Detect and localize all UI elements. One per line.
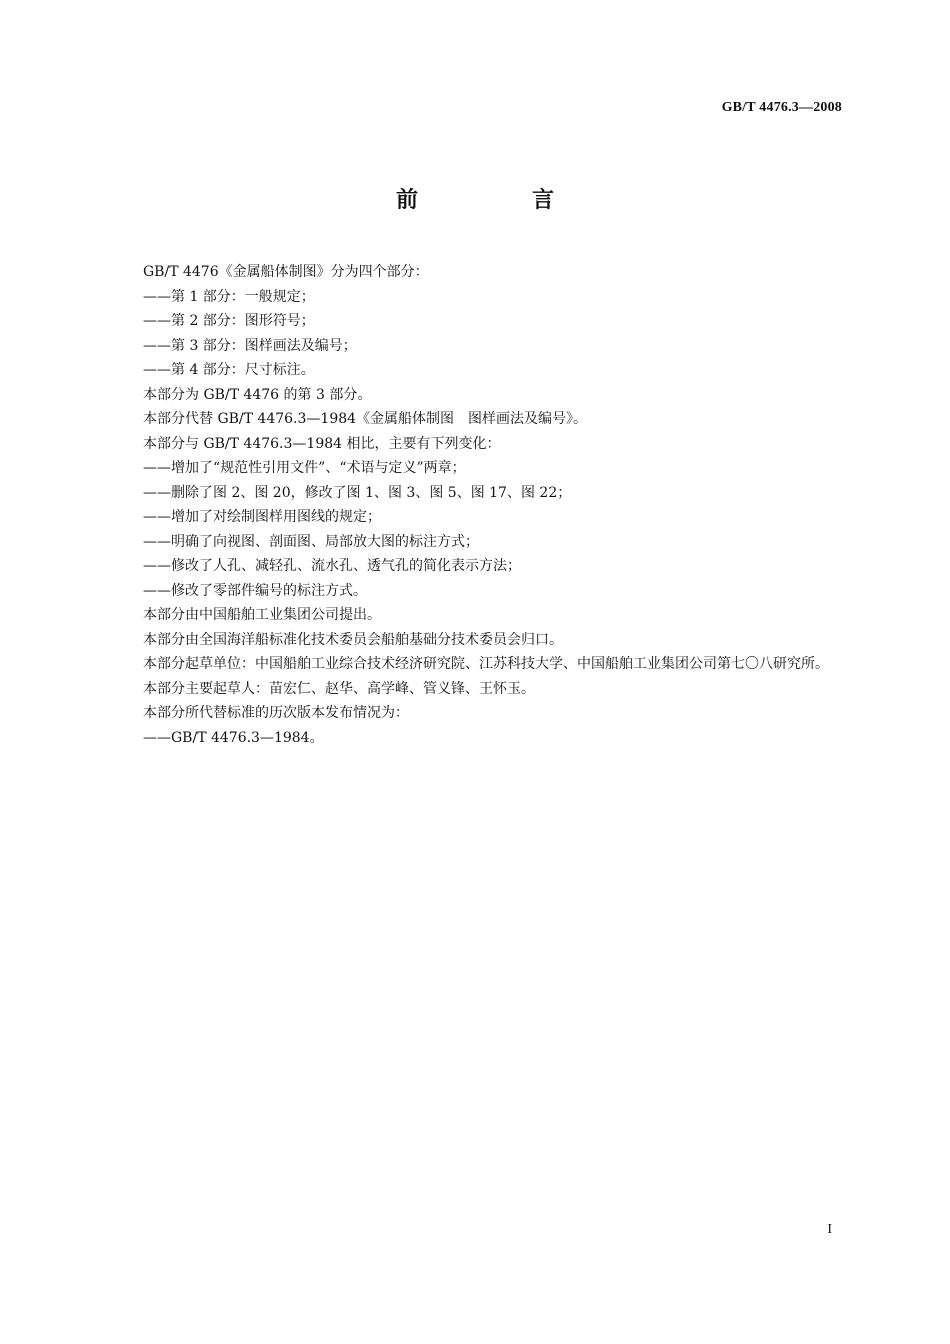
paragraph-proposed-by: 本部分由中国船舶工业集团公司提出。 [143, 607, 381, 623]
paragraph-previous-editions: 本部分所代替标准的历次版本发布情况为： [143, 705, 409, 721]
paragraph-drafting-units: 本部分起草单位：中国船舶工业综合技术经济研究院、江苏科技大学、中国船舶工业集团公司第七〇八研究所。 [143, 656, 829, 672]
paragraph-drafters: 本部分主要起草人：苗宏仁、赵华、高学峰、管义锋、王怀玉。 [143, 680, 535, 697]
list-item-change: ——增加了“规范性引用文件”、“术语与定义”两章； [143, 460, 466, 476]
list-item-change: ——修改了人孔、减轻孔、流水孔、透气孔的简化表示方法； [143, 558, 521, 574]
list-item-change: ——删除了图 2、图 20，修改了图 1、图 3、图 5、图 17、图 22； [143, 484, 572, 501]
list-item-part-3: ——第 3 部分：图样画法及编号； [143, 337, 357, 354]
paragraph-changes-intro: 本部分与 GB/T 4476.3—1984 相比，主要有下列变化： [143, 435, 501, 452]
standard-number-header: GB/T 4476.3—2008 [721, 100, 842, 115]
list-item-change: ——修改了零部件编号的标注方式。 [143, 582, 367, 599]
paragraph-this-part: 本部分为 GB/T 4476 的第 3 部分。 [143, 386, 372, 403]
list-item-change: ——明确了向视图、剖面图、局部放大图的标注方式； [143, 533, 479, 550]
foreword-body [108, 260, 844, 750]
paragraph-under-jurisdiction: 本部分由全国海洋船标准化技术委员会船舶基础分技术委员会归口。 [143, 631, 563, 648]
list-item-part-2: ——第 2 部分：图形符号； [143, 313, 315, 329]
list-item-part-4: ——第 4 部分：尺寸标注。 [143, 362, 315, 378]
page-number: I [827, 1222, 832, 1237]
paragraph-replaces: 本部分代替 GB/T 4476.3—1984《金属船体制图 图样画法及编号》。 [143, 411, 588, 427]
list-item-part-1: ——第 1 部分：一般规定； [143, 288, 315, 305]
paragraph-parts-intro: GB/T 4476《金属船体制图》分为四个部分： [143, 264, 429, 280]
list-item-previous-edition: ——GB/T 4476.3—1984。 [143, 729, 324, 746]
page-title: 前 言 [395, 188, 600, 213]
list-item-change: ——增加了对绘制图样用图线的规定； [143, 509, 381, 525]
